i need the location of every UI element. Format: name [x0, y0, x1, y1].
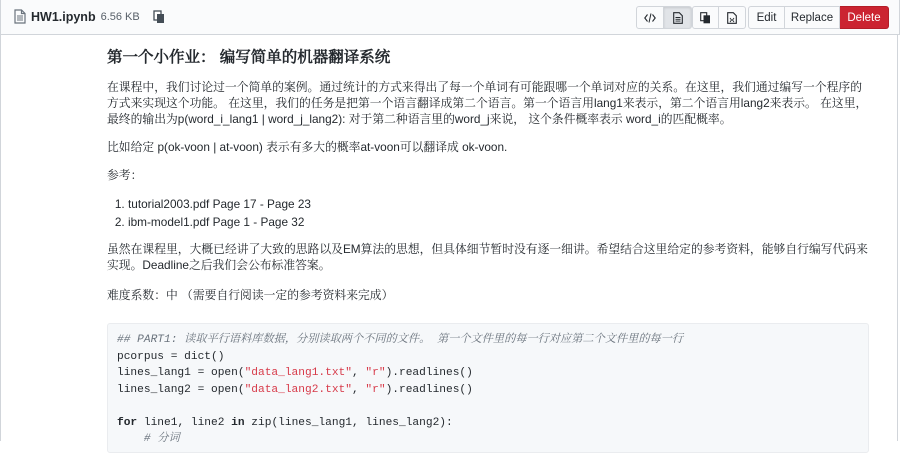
- copy-raw-button[interactable]: [692, 6, 719, 29]
- code-line: [117, 365, 859, 382]
- difficulty-paragraph: 难度系数：中 （需要自行阅读一定的参考资料来完成）: [107, 288, 394, 302]
- file-name: HW1.ipynb: [31, 9, 96, 24]
- code-icon: [644, 13, 656, 23]
- display-rich-button[interactable]: [664, 6, 692, 29]
- file-size: 6.56 KB: [100, 10, 140, 23]
- list-item: 2. ibm-model1.pdf Page 1 - Page 32: [128, 213, 311, 231]
- file-actions-group: [692, 6, 746, 29]
- references-label: 参考：: [107, 168, 143, 182]
- code-text: lines_lang1 = open(: [117, 367, 245, 379]
- code-string: "r": [365, 367, 386, 379]
- code-text: ).readlines(): [385, 367, 473, 379]
- code-cell[interactable]: [107, 323, 869, 453]
- code-string: "data_lang2.txt": [244, 383, 352, 396]
- code-text: line1, line2: [137, 416, 232, 429]
- code-text: ).readlines(): [385, 383, 473, 396]
- edit-button[interactable]: Edit: [748, 6, 785, 29]
- replace-button[interactable]: Replace: [785, 6, 840, 29]
- code-text: ,: [351, 383, 366, 396]
- code-text: lines_lang2 = open(: [117, 383, 245, 396]
- file-icon: [14, 9, 26, 24]
- notebook-title: 第一个小作业： 编写简单的机器翻译系统: [107, 49, 391, 66]
- code-string: "data_lang1.txt": [244, 367, 352, 379]
- code-text: zip(lines_lang1, lines_lang2):: [244, 416, 453, 429]
- display-source-button[interactable]: [636, 6, 664, 29]
- note-paragraph: 虽然在课程里，大概已经讲了大致的思路以及EM算法的思想，但具体细节暂时没有逐一细讲。希望结合这里给定的参考资料，能够自行编写代码来实现。Deadline之后我们会公布标准答案。: [107, 242, 868, 272]
- code-comment: ## PART1: 读取平行语料库数据，分别读取两个不同的文件。 第一个文件里的每一行对应第二个文件里的每一行: [117, 334, 684, 346]
- list-item: 1. tutorial2003.pdf Page 17 - Page 23: [128, 195, 311, 213]
- intro-paragraph: 在课程中，我们讨论过一个简单的案例。通过统计的方式来得出了每一个单词有可能跟哪一个单词对应的关系。在这里，我们通过编写一个程序的方式来实现这个功能。 在这里，我们的任务是把第一个语言翻译成第二个语言。第一个语言用lang1来表示，第二个语言用lang2来表示。 在这里，最终的输出为p(word_i_lang1 | word_j_lang2): 对于第二种语言里的word_j来说， 这个条件概率表示 word_i的匹配概率。: [107, 80, 868, 126]
- raw-file-icon: [727, 12, 737, 24]
- code-line: [117, 382, 859, 399]
- file-header: [0, 0, 900, 35]
- delete-button[interactable]: Delete: [840, 6, 889, 29]
- code-text: ,: [351, 367, 366, 379]
- code-keyword: for: [117, 416, 138, 429]
- code-comment: # 分词: [117, 433, 180, 445]
- code-line: pcorpus = dict(): [117, 350, 225, 363]
- code-string: "r": [365, 383, 386, 396]
- notebook-content: [107, 47, 873, 445]
- example-paragraph: 比如给定 p(ok-voon | at-voon) 表示有多大的概率at-voon可以翻译成 ok-voon.: [107, 140, 508, 154]
- code-blank-line: [117, 398, 859, 415]
- references-list: [107, 195, 311, 231]
- code-keyword: in: [231, 416, 245, 429]
- code-line: [117, 415, 859, 432]
- view-raw-button[interactable]: [719, 6, 746, 29]
- view-toggle-group: [636, 6, 692, 29]
- file-icon: [673, 12, 683, 24]
- copy-icon: [700, 12, 711, 24]
- copy-icon[interactable]: [153, 10, 165, 24]
- edit-actions-group: [748, 6, 889, 29]
